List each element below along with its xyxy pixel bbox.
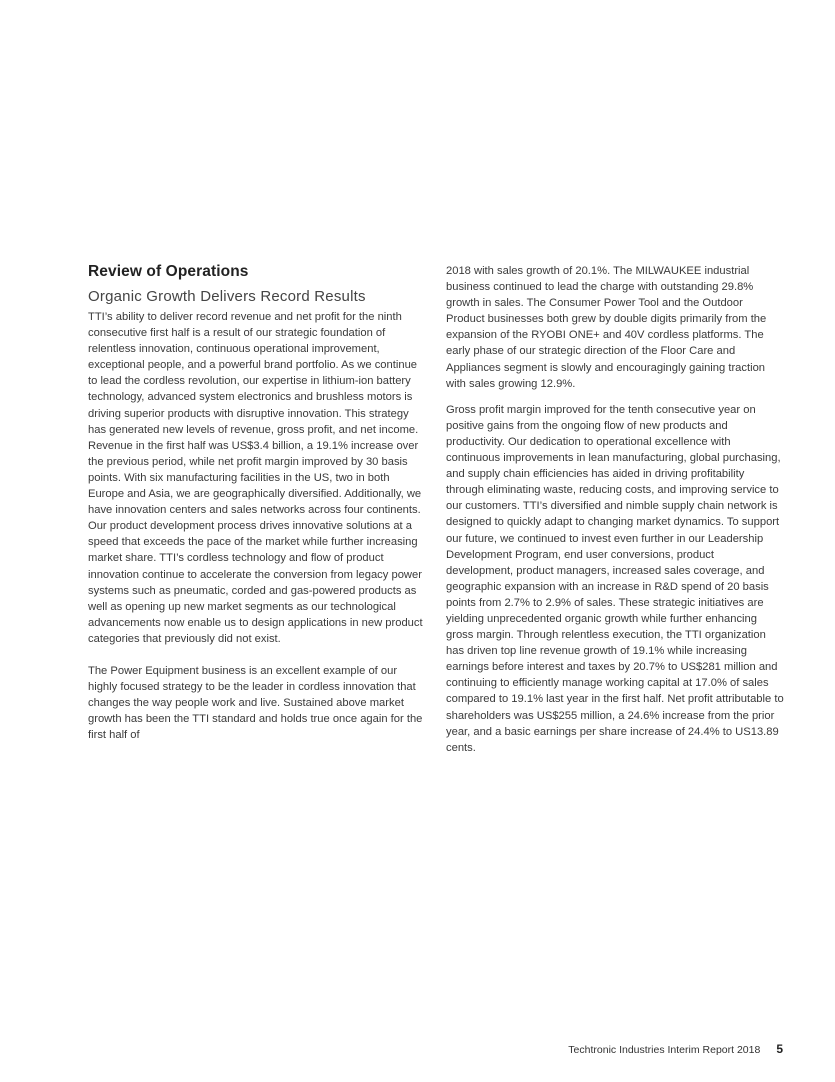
paragraph: 2018 with sales growth of 20.1%. The MILWAUKEE industrial business continued to lead the charge with outstanding 29.8% growth in sales. The Consumer Power Tool and the Outdoor Product businesses both grew by double digits primarily from the expansion of the RYOBI ONE+ and 40V cordless platforms. The early phase of our strategic direction of the Floor Care and Appliances segment is slowly and encouragingly gaining traction with sales growing 12.9%.: [446, 265, 767, 390]
report-title: Techtronic Industries Interim Report 2018: [568, 1044, 761, 1056]
page-footer: [568, 1042, 783, 1056]
paragraph: The Power Equipment business is an excellent example of our highly focused strategy to be the leader in cordless innovation that changes the way people work and live. Sustained above market growth has been the TTI standard and holds true once again for the first half of: [88, 664, 423, 742]
left-text-column: [88, 309, 426, 743]
section-heading: Review of Operations: [88, 263, 249, 280]
paragraph: Gross profit margin improved for the tenth consecutive year on positive gains from the ongoing flow of new products and productivity. Our dedication to operational excellence with continuous improvements in lean manufacturing, global purchasing, and supply chain efficiencies has aided in driving profitability through eliminating waste, reducing costs, and improving service to our customers. TTI’s diversified and nimble supply chain network is designed to quickly adapt to changing market dynamics. To support our future, we continued to invest even further in our Leadership Development Program, end user conversions, product development, product managers, increased sales coverage, and geographic expansion with an increase in R&D spend of 20 basis points from 2.7% to 2.9% of sales. These strategic initiatives are yielding unprecedented organic growth while further enhancing gross margin. Through relentless execution, the TTI organization has driven top line revenue growth of 19.1% while increasing earnings before interest and taxes by 20.7% to US$281 million and continuing to efficiently manage working capital at 17.0% of sales compared to 19.1% last year in the first half. Net profit attributable to shareholders was US$255 million, a 24.6% increase from the prior year, and a basic earnings per share increase of 24.4% to US13.89 cents.: [446, 403, 784, 754]
section-subheading: Organic Growth Delivers Record Results: [88, 288, 366, 305]
paragraph: TTI’s ability to deliver record revenue and net profit for the ninth consecutive first half is a result of our strategic foundation of relentless innovation, continuous operational improvement, exceptional people, and a powerful brand portfolio. As we continue to lead the cordless revolution, our expertise in lithium-ion battery technology, advanced system electronics and brushless motors is driving superior products with disruptive innovation. This strategy has generated new levels of revenue, gross profit, and net income. Revenue in the first half was US$3.4 billion, a 19.1% increase over the previous period, while net profit margin improved by 30 basis points. With six manufacturing facilities in the US, two in both Europe and Asia, we are geographically diversified. Additionally, we have innovation centers and sales networks across four continents. Our product development process drives innovative solutions at a speed that exceeds the pace of the market while further increasing market share. TTI’s cordless technology and flow of product innovation continue to accelerate the conversion from legacy power systems such as pneumatic, corded and gas-powered products as well as opening up new market segments as our technological advancements now enable us to design applications in new product categories that previously did not exist.: [88, 311, 423, 645]
right-text-column: [446, 263, 784, 756]
page-number: 5: [776, 1042, 783, 1056]
